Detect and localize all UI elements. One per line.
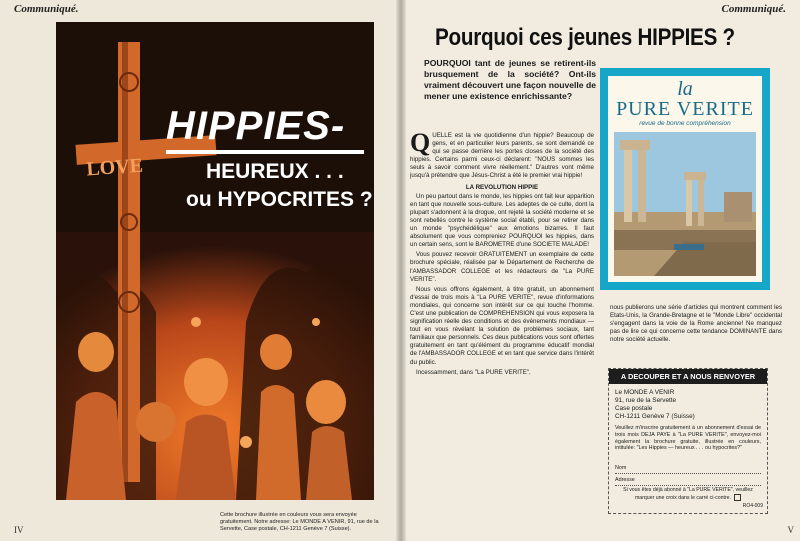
coupon-address-line4: CH-1211 Genève 7 (Suisse) — [615, 413, 695, 420]
coupon-address — [615, 389, 765, 421]
coupon-address-label: Adresse — [615, 477, 635, 483]
article-paragraph-5: Incessamment, dans "La PURE VERITE", — [416, 368, 531, 376]
coupon-name-field[interactable] — [615, 465, 761, 474]
cross-love-text: LOVE — [85, 154, 144, 181]
coupon-code: RO4-009 — [742, 503, 763, 509]
article-subhead: LA REVOLUTION HIPPIE — [465, 183, 539, 191]
magazine-la: la — [677, 78, 693, 100]
poster-subtitle-line2: ou HYPOCRITES ? — [186, 188, 373, 211]
ruins-illustration — [614, 132, 756, 276]
dropcap: Q — [410, 128, 431, 157]
magazine-title: PURE VERITE — [616, 98, 754, 120]
article-body-right: nous publierons une série d'articles qui montrent comment les Etats-Unis, la Grande-Bretagne et le "Monde Libre" occidental s'engagent dans la voie de la Rome ancienne! Ne manquez pas de lire ce qui concerne cette tendance DOMINANTE dans notre société actuelle. — [610, 304, 782, 343]
coupon-address-field[interactable] — [615, 477, 761, 486]
article-paragraph-2: Un peu partout dans le monde, les hippies ont fait leur apparition en tant que nouvelle sous-culture. Les adeptes de ce culte, dont la plupart s'adonnent à la drogue, ont rejeté la société moderne et se sont rebellés contre le système social établi, pour se retirer dans un monde "psychédélique" aux émotions bizarres. Il faut absolument que vous compreniez POURQUOI les hippies, dans un certain sens, sont le BAROMETRE d'une SOCIETE MALADE! — [410, 192, 594, 249]
article-intro: POURQUOI tant de jeunes se retirent-ils brusquement de la société? Ont-ils vraiment découvert une façon nouvelle de mener une existence enrichissante? — [424, 58, 596, 101]
coupon-address-line2: 91, rue de la Servette — [615, 397, 677, 404]
poster-title: HIPPIES- — [166, 104, 346, 148]
right-folio: V — [787, 525, 794, 535]
coupon-address-line1: Le MONDE A VENIR — [615, 389, 675, 396]
poster-illustration — [56, 22, 374, 500]
coupon-footnote-text: Si vous êtes déjà abonné à "La PURE VERITE", veuillez marquer une croix dans le carré ci-contre. — [623, 487, 753, 501]
poster-subtitle-line1: HEUREUX . . . — [206, 160, 344, 183]
coupon-request-text: Veuillez m'inscrire gratuitement à un abonnement d'essai de trois mois DEJA PAYE à "La PURE VERITE", envoyez-moi également la brochure gratuite, illustrée en couleurs, intitulée: "Les Hippies — heureux . . . ou hypocrites?" — [615, 425, 761, 452]
magazine-cover — [600, 68, 770, 290]
magazine-cover-inner — [608, 76, 762, 282]
left-folio: IV — [14, 525, 24, 535]
magazine-subtitle: revue de bonne compréhension — [639, 120, 731, 127]
coupon-address-line3: Case postale — [615, 405, 653, 412]
coupon-heading: A DECOUPER ET A NOUS RENVOYER — [609, 369, 767, 384]
poster-caption: Cette brochure illustrée en couleurs vous sera envoyée gratuitement. Notre adresse: Le MONDE A VENIR, 91, rue de la Servette, Case postale, CH-1211 Genève 7 (Suisse). — [220, 512, 379, 532]
article-paragraph-1: UELLE est la vie quotidienne d'un hippie? Beaucoup de gens, et en particulier leurs parents, se sont demandé ce qui se passe derrière les portes closes de la société des hippies. Certains parmi ceux-ci déclarent: "NOUS sommes les seuls à savoir comment vivre réellement." D'autres vont même jusqu'à prétendre que Jésus-Christ a été le premier vrai hippie! — [410, 132, 594, 180]
magazine-ruins-photo — [614, 132, 756, 276]
coupon-footnote — [615, 487, 761, 501]
coupon-name-label: Nom — [615, 465, 627, 471]
article-paragraph-3: Vous pouvez recevoir GRATUITEMENT un exemplaire de cette brochure spéciale, réalisée par le Département de Recherche de l'AMBASSADOR COLLEGE et les rédacteurs de "La PURE VERITE". — [410, 251, 594, 283]
subscription-coupon[interactable] — [608, 368, 768, 514]
article-body-left — [410, 128, 594, 379]
book-gutter — [396, 0, 406, 541]
article-title: Pourquoi ces jeunes HIPPIES ? — [435, 24, 735, 51]
hippies-poster — [56, 22, 374, 500]
poster-title-rule — [166, 150, 364, 154]
left-header: Communiqué. — [14, 3, 79, 15]
article-paragraph-4: Nous vous offrons également, à titre gratuit, un abonnement d'essai de trois mois à "La PURE VERITE", revue d'informations mondiales, qui concerne son intérêt sur ce qui touche l'homme. C'est une publication de COMPREHENSION qui vous exposera la signification réelle des conditions et des événements mondiaux — tout en vous révélant la solution de problèmes sociaux, tant familiaux que personnels. Ces deux publications vous sont offertes gratuitement en tant qu'élément du programme éducatif mondial de l'AMBASSADOR COLLEGE et en tant que service dans l'intérêt du public. — [410, 285, 594, 366]
coupon-checkbox[interactable] — [734, 494, 741, 501]
right-header: Communiqué. — [721, 3, 786, 15]
